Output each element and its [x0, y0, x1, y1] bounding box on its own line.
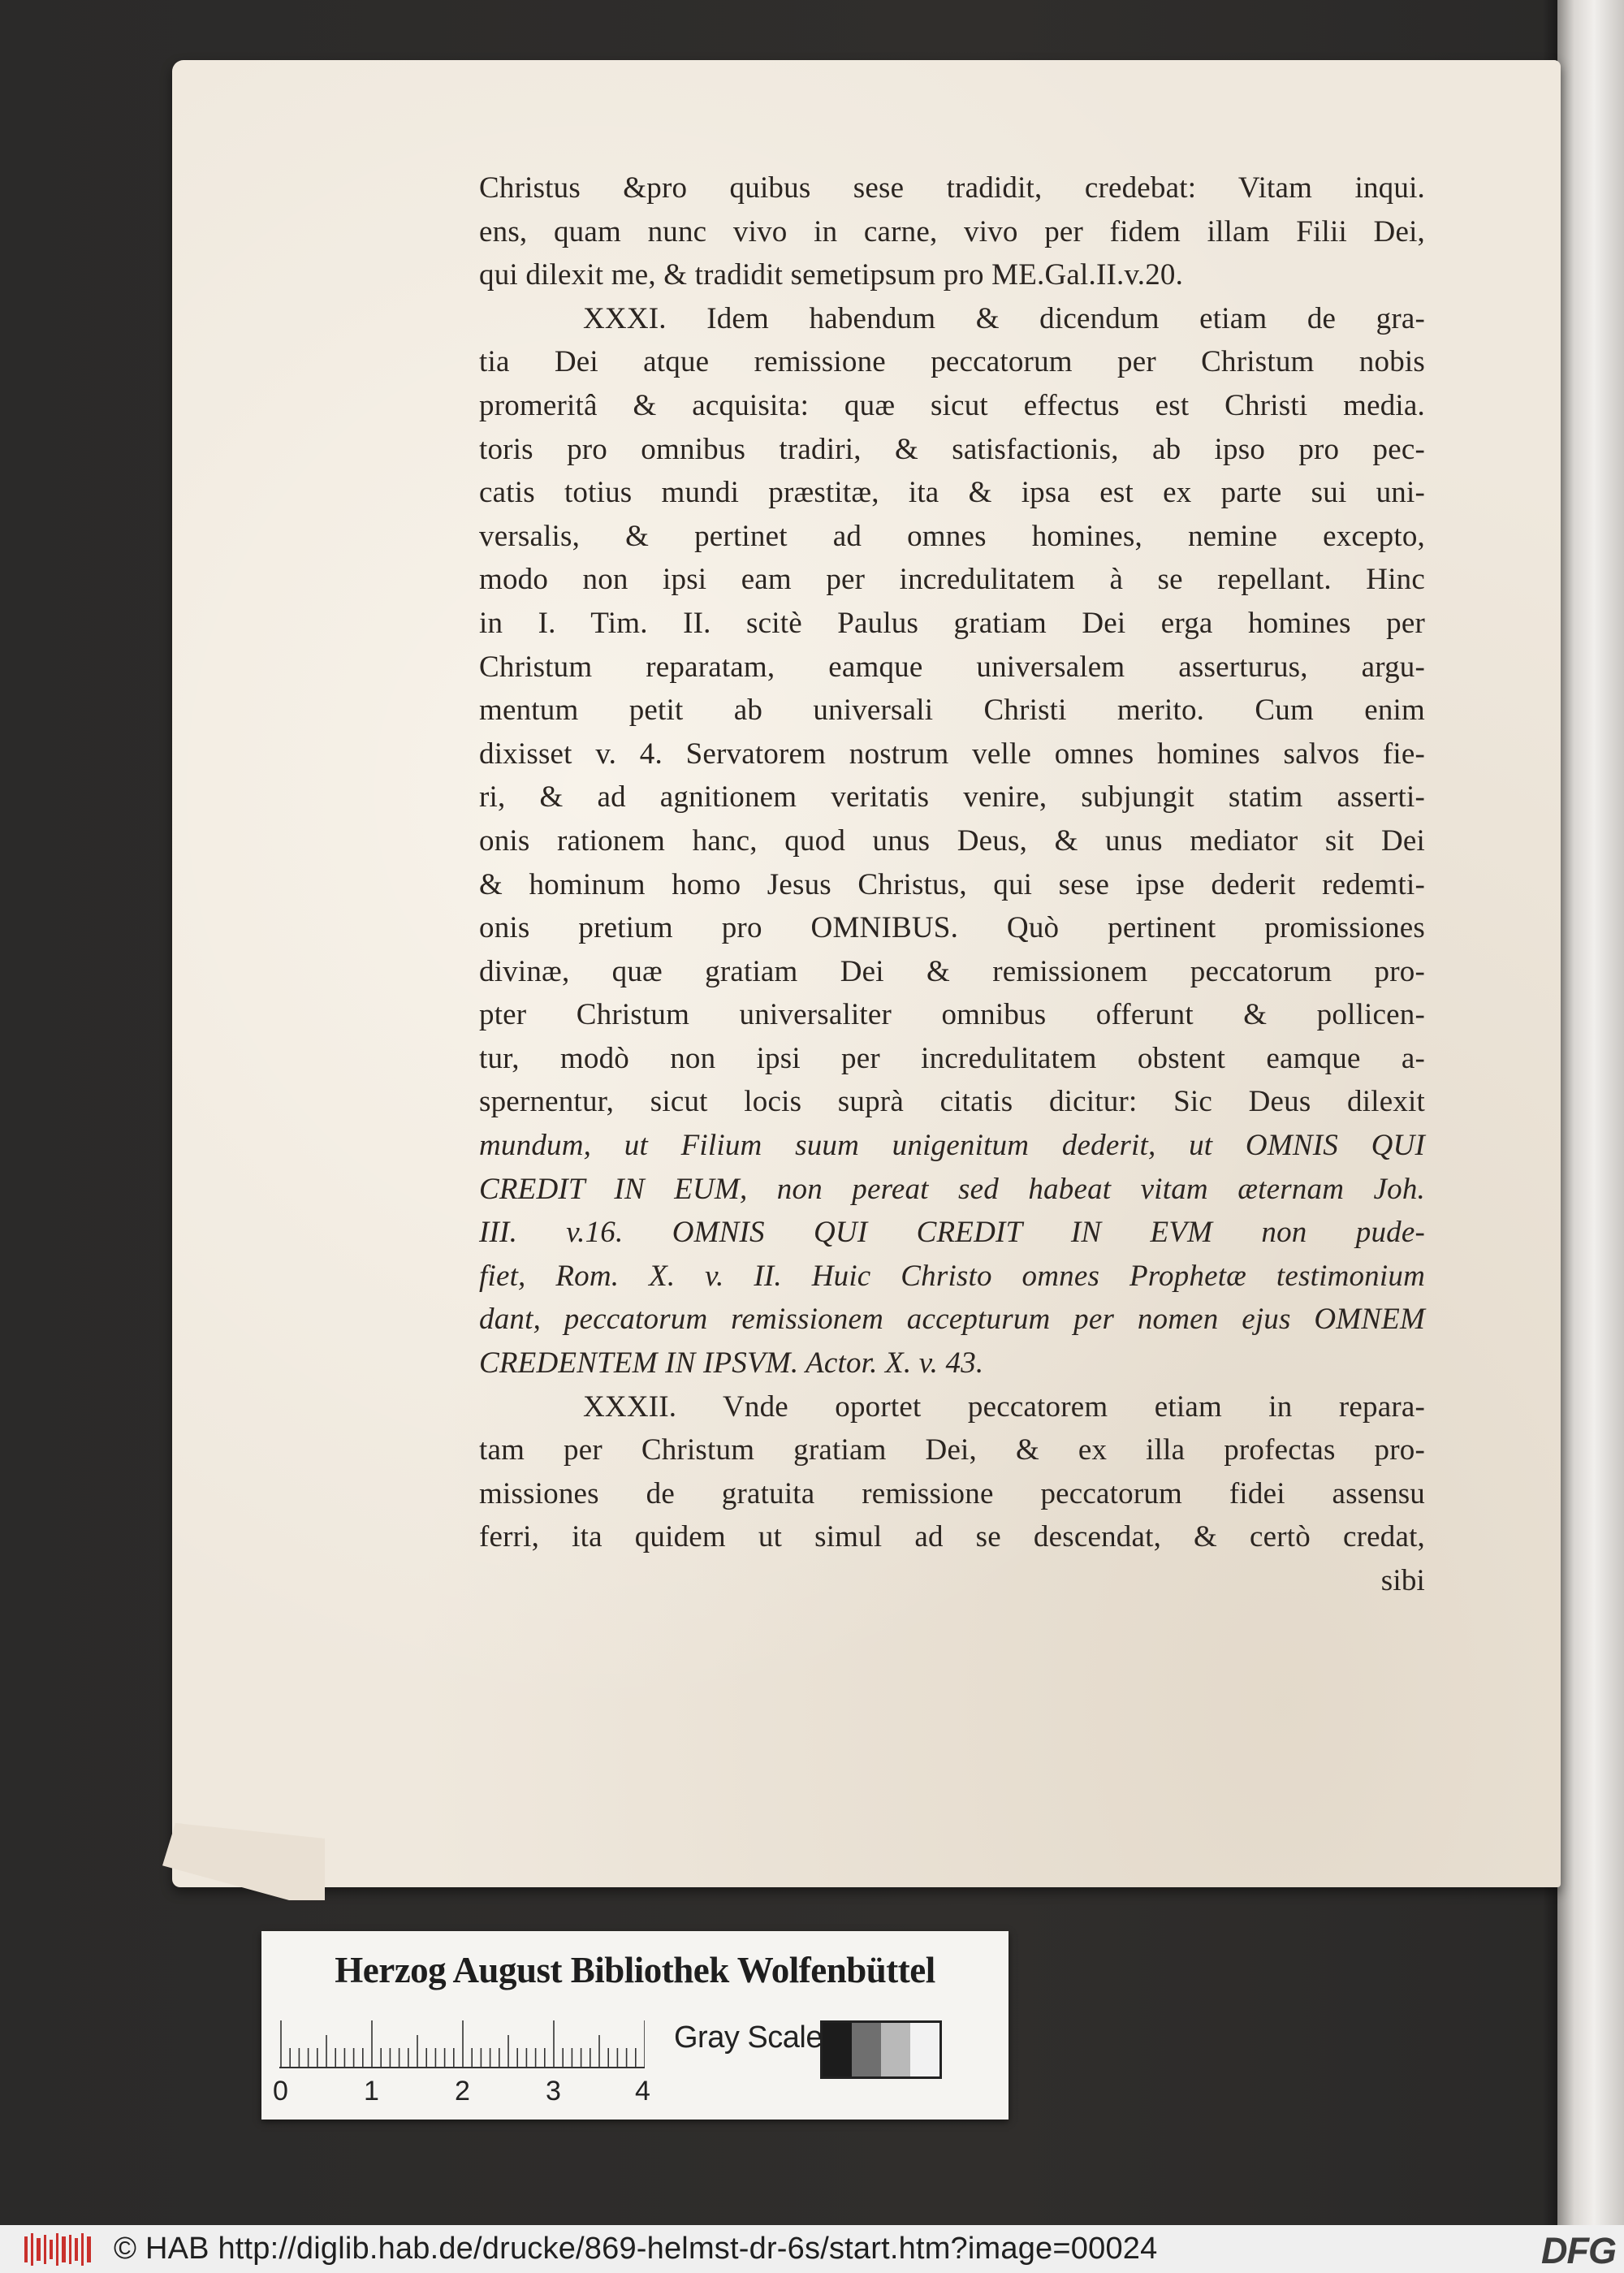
- page-text: [479, 166, 1425, 1603]
- text-line: & hominum homo Jesus Christus, qui sese ipse dederit redemti-: [479, 867, 1425, 901]
- calibration-card: [261, 1931, 1009, 2120]
- gray-swatch: [823, 2023, 852, 2076]
- text-line: Christum reparatam, eamque universalem asserturus, argu-: [479, 650, 1425, 684]
- gray-scale-label: Gray Scale: [674, 2020, 823, 2055]
- ruler-label: 3: [546, 2076, 561, 2107]
- text-line: missiones de gratuita remissione peccatorum fidei assensu: [479, 1476, 1425, 1510]
- source-url-text: © HAB http://diglib.hab.de/drucke/869-helmst-dr-6s/start.htm?image=00024: [114, 2232, 1158, 2266]
- text-line: mentum petit ab universali Christi merito. Cum enim: [479, 694, 1425, 728]
- hab-logo-icon: [24, 2233, 93, 2266]
- gray-swatch: [910, 2023, 939, 2076]
- text-line: CREDIT IN EUM, non pereat sed habeat vitam æternam Joh.: [479, 1172, 1425, 1206]
- text-line: dant, peccatorum remissionem accepturum per nomen ejus OMNEM: [479, 1303, 1425, 1337]
- text-line: toris pro omnibus tradiri, & satisfactionis, ab ipso pro pec-: [479, 432, 1425, 466]
- dfg-logo: DFG: [1541, 2230, 1616, 2271]
- text-line: CREDENTEM IN IPSVM. Actor. X. v. 43.: [479, 1346, 984, 1381]
- gray-swatch: [881, 2023, 910, 2076]
- text-line: mundum, ut Filium suum unigenitum dederit, ut OMNIS QUI: [479, 1129, 1425, 1163]
- adjacent-leaf-edge: [1557, 0, 1624, 2225]
- text-line: divinæ, quæ gratiam Dei & remissionem peccatorum pro-: [479, 954, 1425, 988]
- ruler-label: 1: [364, 2076, 379, 2107]
- text-line: spernentur, sicut locis suprà citatis dicitur: Sic Deus dilexit: [479, 1085, 1425, 1119]
- text-line: promeritâ & acquisita: quæ sicut effectus est Christi media.: [479, 388, 1425, 422]
- text-line: versalis, & pertinet ad omnes homines, nemine excepto,: [479, 519, 1425, 553]
- gray-scale-swatches: [820, 2020, 942, 2079]
- ruler-scale: [279, 2020, 645, 2069]
- text-line: onis rationem hanc, quod unus Deus, & unus mediator sit Dei: [479, 823, 1425, 858]
- footer-bar: [0, 2225, 1624, 2273]
- section-heading-xxxii: XXXII. Vnde oportet peccatorem etiam in repara-: [583, 1389, 1425, 1424]
- text-line: Christus &pro quibus sese tradidit, credebat: Vitam inqui.: [479, 171, 1425, 205]
- catchword: sibi: [1380, 1564, 1425, 1597]
- text-line: qui dilexit me, & tradidit semetipsum pro ME.Gal.II.v.20.: [479, 258, 1184, 292]
- text-line: fiet, Rom. X. v. II. Huic Christo omnes Prophetæ testimonium: [479, 1259, 1425, 1293]
- text-line: tur, modò non ipsi per incredulitatem obstent eamque a-: [479, 1041, 1425, 1075]
- gray-swatch: [852, 2023, 881, 2076]
- text-line: ferri, ita quidem ut simul ad se descendat, & certò credat,: [479, 1520, 1425, 1554]
- ruler-labels: [273, 2076, 650, 2108]
- text-line: in I. Tim. II. scitè Paulus gratiam Dei erga homines per: [479, 606, 1425, 640]
- section-heading-xxxi: XXXI. Idem habendum & dicendum etiam de gra-: [583, 301, 1425, 335]
- text-line: tam per Christum gratiam Dei, & ex illa profectas pro-: [479, 1433, 1425, 1467]
- text-line: tia Dei atque remissione peccatorum per Christum nobis: [479, 345, 1425, 379]
- ruler-label: 0: [273, 2076, 288, 2107]
- card-title: Herzog August Bibliothek Wolfenbüttel: [335, 1950, 935, 1990]
- ruler-label: 4: [635, 2076, 650, 2107]
- text-line: III. v.16. OMNIS QUI CREDIT IN EVM non pude-: [479, 1216, 1425, 1250]
- text-line: catis totius mundi præstitæ, ita & ipsa est ex parte sui uni-: [479, 476, 1425, 510]
- text-line: ens, quam nunc vivo in carne, vivo per fidem illam Filii Dei,: [479, 214, 1425, 248]
- ruler-label: 2: [455, 2076, 470, 2107]
- text-line: ri, & ad agnitionem veritatis venire, subjungit statim asserti-: [479, 780, 1425, 815]
- text-line: onis pretium pro OMNIBUS. Quò pertinent promissiones: [479, 911, 1425, 945]
- text-line: modo non ipsi eam per incredulitatem à se repellant. Hinc: [479, 563, 1425, 597]
- text-line: dixisset v. 4. Servatorem nostrum velle omnes homines salvos fie-: [479, 737, 1425, 771]
- text-line: pter Christum universaliter omnibus offerunt & pollicen-: [479, 998, 1425, 1032]
